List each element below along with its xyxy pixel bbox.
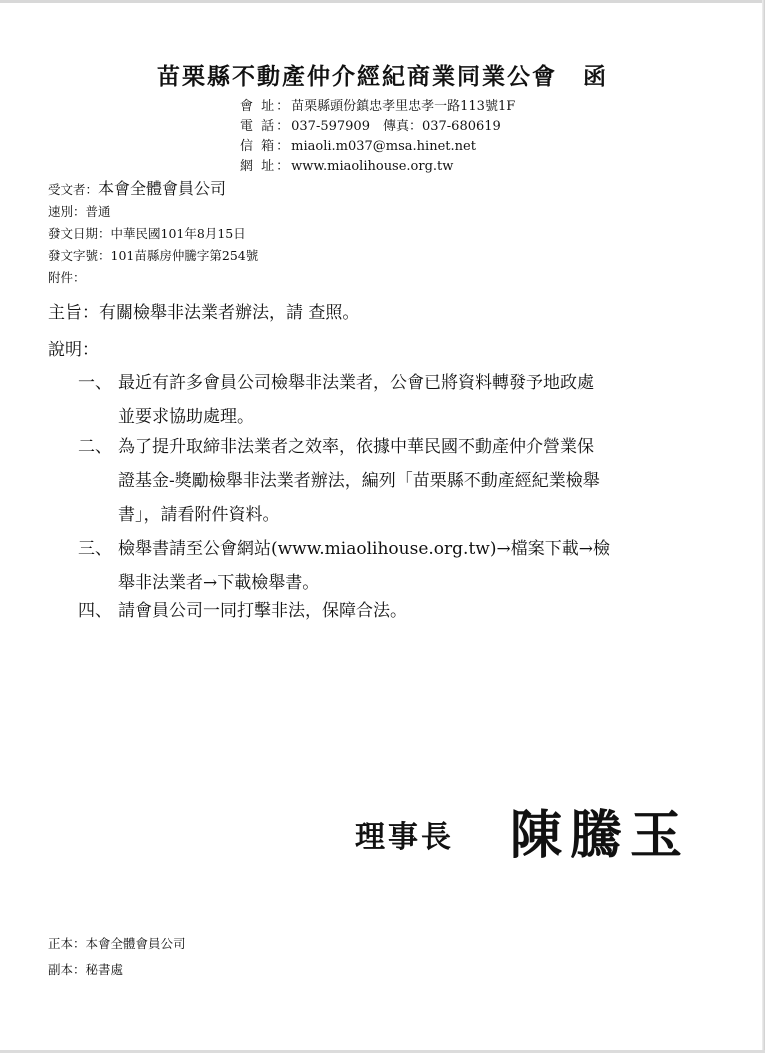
doc-type: 函	[583, 63, 608, 90]
speed-value: 普通	[85, 204, 111, 219]
original-label: 正本：	[48, 936, 86, 951]
meta-block	[48, 178, 258, 289]
contact-value: 苗栗縣頭份鎮忠孝里忠孝一路113號1F	[291, 99, 516, 114]
recipient-value: 本會全體會員公司	[98, 179, 227, 198]
signature-name: 陳騰玉	[510, 806, 691, 866]
copy-value: 秘書處	[85, 962, 124, 977]
contact-email	[240, 137, 515, 157]
original-row	[48, 931, 186, 957]
item-number: 三、	[78, 539, 112, 559]
number-label: 發文字號：	[48, 248, 111, 263]
recipient-label: 受文者：	[48, 182, 99, 197]
letter-title	[0, 58, 765, 91]
attachment-label: 附件：	[48, 270, 86, 285]
contact-block	[240, 97, 515, 177]
list-item	[78, 430, 600, 525]
item-line: 請會員公司一同打擊非法，保障合法。	[118, 601, 407, 621]
contact-value: www.miaolihouse.org.tw	[291, 159, 454, 174]
subject-line: 主旨：有關檢舉非法業者辦法，請 查照。	[48, 303, 360, 323]
copy-row	[48, 957, 186, 983]
contact-website	[240, 157, 515, 177]
contact-phone	[240, 117, 515, 137]
footer-block	[48, 931, 186, 983]
item-content	[118, 594, 407, 628]
original-value: 本會全體會員公司	[85, 936, 186, 951]
date-row	[48, 223, 258, 245]
list-item	[78, 366, 594, 427]
contact-value: miaoli.m037@msa.hinet.net	[291, 139, 476, 154]
item-line: 為了提升取締非法業者之效率，依據中華民國不動產仲介營業保	[118, 437, 594, 457]
list-item	[78, 594, 407, 628]
item-line: 書」，請看附件資料。	[118, 505, 280, 525]
item-number: 四、	[78, 601, 112, 621]
contact-label: 電 話：	[240, 119, 292, 134]
signature-title: 理事長	[355, 820, 454, 855]
number-value: 101苗縣房仲騰字第254號	[110, 248, 259, 263]
date-label: 發文日期：	[48, 226, 111, 241]
item-line: 最近有許多會員公司檢舉非法業者，公會已將資料轉發予地政處	[118, 373, 594, 393]
item-number: 二、	[78, 437, 112, 457]
contact-label: 信 箱：	[240, 139, 292, 154]
organization-name: 苗栗縣不動產仲介經紀商業同業公會	[157, 63, 557, 90]
recipient-row	[48, 178, 258, 201]
item-content	[118, 532, 610, 600]
speed-row	[48, 201, 258, 223]
description-label: 說明：	[48, 340, 99, 360]
date-value: 中華民國101年8月15日	[110, 226, 246, 241]
item-content	[118, 366, 594, 434]
item-line: 證基金-獎勵檢舉非法業者辦法，編列「苗栗縣不動產經紀業檢舉	[118, 471, 600, 491]
contact-label: 會 址：	[240, 99, 292, 114]
speed-label: 速別：	[48, 204, 86, 219]
contact-label: 網 址：	[240, 159, 292, 174]
scan-edge-top	[0, 0, 765, 3]
contact-address	[240, 97, 515, 117]
contact-value: 037-597909 傳真：037-680619	[291, 119, 501, 134]
list-item	[78, 532, 610, 593]
item-line: 舉非法業者→下載檢舉書。	[118, 573, 320, 593]
item-content	[118, 430, 600, 532]
attachment-row	[48, 267, 258, 289]
item-line: 檢舉書請至公會網站(www.miaolihouse.org.tw)→檔案下載→檢	[118, 539, 610, 559]
item-number: 一、	[78, 373, 112, 393]
item-line: 並要求協助處理。	[118, 407, 254, 427]
number-row	[48, 245, 258, 267]
copy-label: 副本：	[48, 962, 86, 977]
